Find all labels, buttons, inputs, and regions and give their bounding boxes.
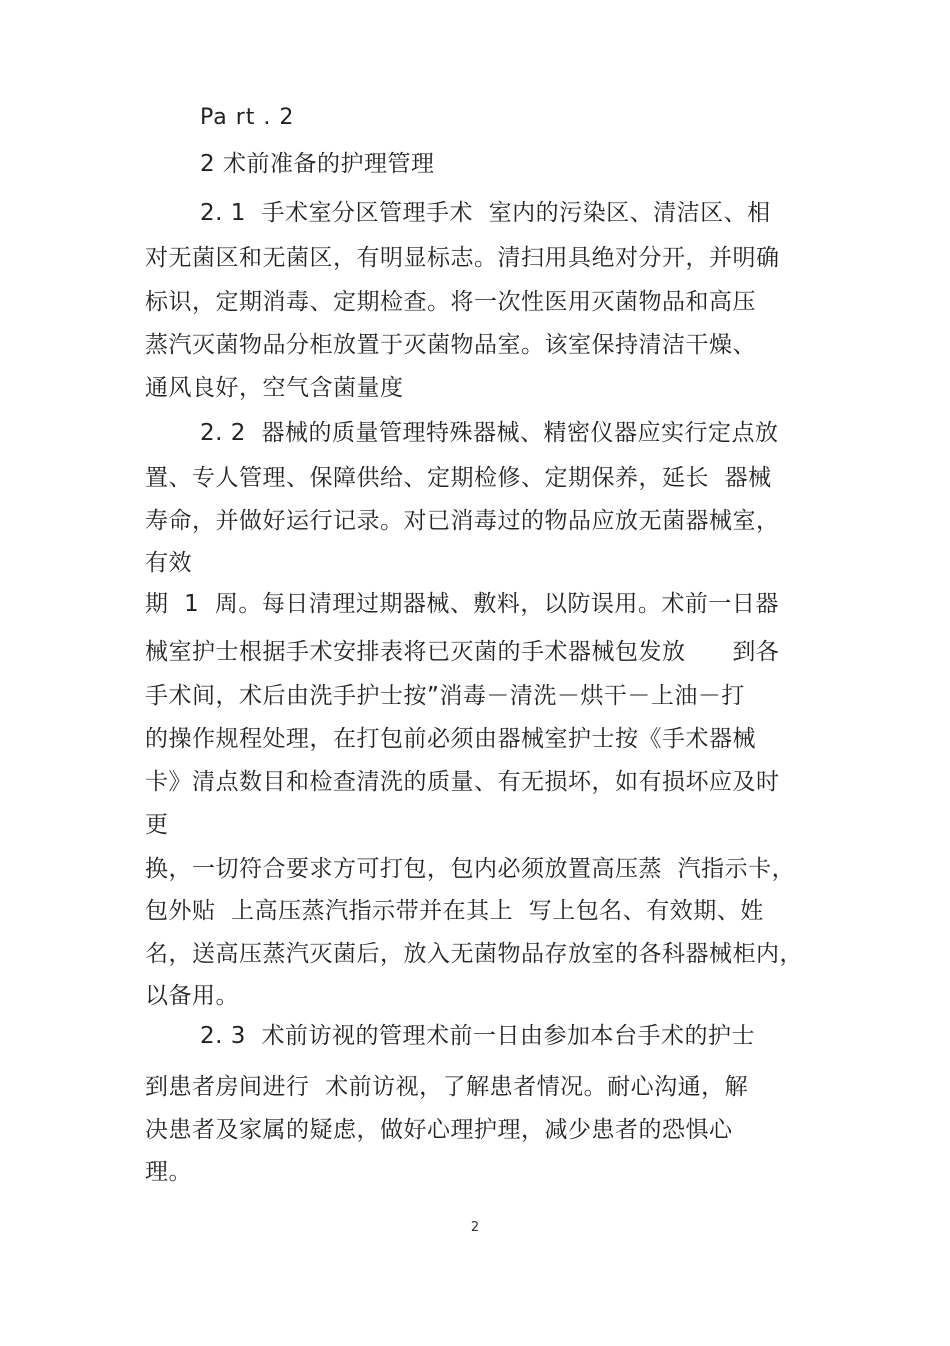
- paragraph-line: 有效: [145, 550, 192, 576]
- section-title: 2 术前准备的护理管理: [200, 151, 435, 177]
- paragraph-line: 蒸汽灭菌物品分柜放置于灭菌物品室。该室保持清洁干燥、: [145, 332, 756, 358]
- paragraph-line: 以备用。: [145, 983, 239, 1009]
- page-number: 2: [470, 1220, 480, 1235]
- part-label: Pa rt . 2: [200, 105, 295, 130]
- paragraph-line: 对无菌区和无菌区，有明显标志。清扫用具绝对分开，并明确: [145, 245, 780, 271]
- paragraph-line: 卡》清点数目和检查清洗的质量、有无损坏，如有损坏应及时: [145, 769, 780, 795]
- paragraph-line: 寿命，并做好运行记录。对已消毒过的物品应放无菌器械室，: [145, 508, 780, 534]
- paragraph-line: 期 1 周。每日清理过期器械、敷料，以防误用。术前一日器: [145, 591, 779, 617]
- paragraph-line: 名，送高压蒸汽灭菌后，放入无菌物品存放室的各科器械柜内，: [145, 941, 803, 967]
- paragraph-line: 包外贴 上高压蒸汽指示带并在其上 写上包名、有效期、姓: [145, 898, 764, 924]
- paragraph-line: 2. 1 手术室分区管理手术 室内的污染区、清洁区、相: [200, 200, 771, 226]
- paragraph-line: 换，一切符合要求方可打包，包内必须放置高压蒸 汽指示卡，: [145, 856, 796, 882]
- paragraph-line: 通风良好，空气含菌量度: [145, 375, 404, 401]
- paragraph-line: 2. 3 术前访视的管理术前一日由参加本台手术的护士: [200, 1023, 756, 1049]
- paragraph-line: 理。: [145, 1159, 192, 1185]
- paragraph-line: 械室护士根据手术安排表将已灭菌的手术器械包发放 到各: [145, 639, 780, 665]
- paragraph-line: 更: [145, 812, 169, 838]
- paragraph-line: 标识，定期消毒、定期检查。将一次性医用灭菌物品和高压: [145, 289, 756, 315]
- paragraph-line: 置、专人管理、保障供给、定期检修、定期保养，延长 器械: [145, 465, 772, 491]
- paragraph-line: 2. 2 器械的质量管理特殊器械、精密仪器应实行定点放: [200, 420, 779, 446]
- paragraph-line: 的操作规程处理，在打包前必须由器械室护士按《手术器械: [145, 726, 756, 752]
- paragraph-line: 决患者及家属的疑虑，做好心理护理，减少患者的恐惧心: [145, 1117, 733, 1143]
- paragraph-line: 到患者房间进行 术前访视，了解患者情况。耐心沟通，解: [145, 1074, 749, 1100]
- paragraph-line: 手术间，术后由洗手护士按”消毒－清洗－烘干－上油－打: [145, 683, 745, 709]
